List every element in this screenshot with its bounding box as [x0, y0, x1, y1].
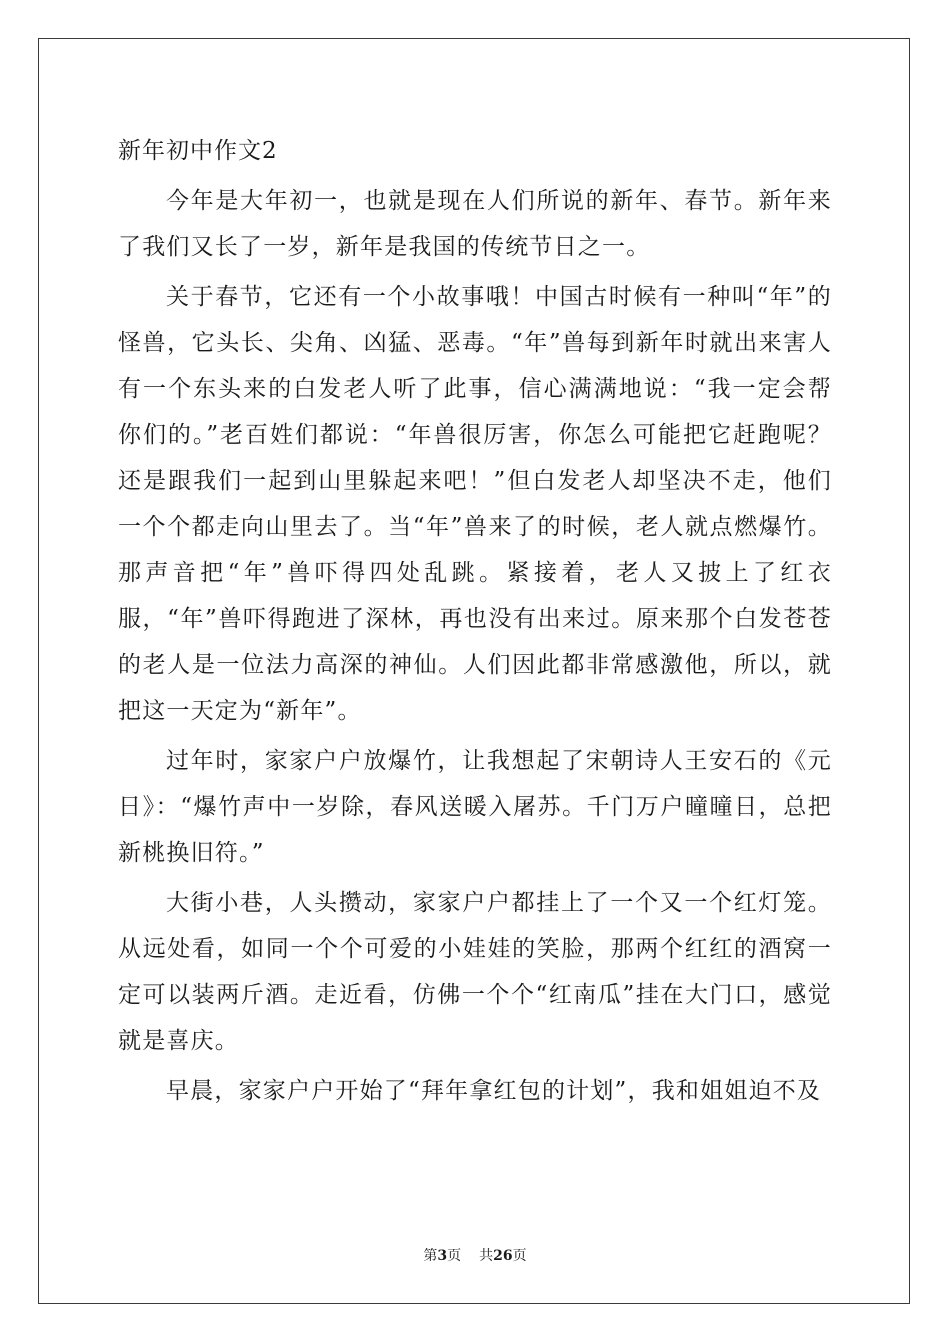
page-footer [0, 1245, 950, 1265]
paragraph-4: 大街小巷，人头攒动，家家户户都挂上了一个又一个红灯笼。从远处看，如同一个个可爱的小娃娃的笑脸，那两个红红的酒窝一定可以装两斤酒。走近看，仿佛一个个“红南瓜”挂在大门口，感觉就是喜庆。 [118, 890, 832, 1054]
total-suffix: 页 [512, 1248, 527, 1264]
current-page-number: 3 [437, 1248, 448, 1264]
paragraph-5: 早晨，家家户户开始了“拜年拿红包的计划”，我和姐姐迫不及 [166, 1078, 822, 1104]
document-title: 新年初中作文2 [118, 138, 278, 164]
total-prefix: 共 [479, 1248, 494, 1264]
total-pages-number: 26 [493, 1248, 513, 1264]
document-body [118, 128, 832, 1118]
page-prefix: 第 [423, 1248, 438, 1264]
paragraph-3: 过年时，家家户户放爆竹，让我想起了宋朝诗人王安石的《元日》：“爆竹声中一岁除，春风送暖入屠苏。千门万户曈曈日，总把新桃换旧符。” [118, 748, 832, 866]
paragraph-2: 关于春节，它还有一个小故事哦！中国古时候有一种叫“年”的怪兽，它头长、尖角、凶猛、恶毒。“年”兽每到新年时就出来害人有一个东头来的白发老人听了此事，信心满满地说：“我一定会帮你们的。”老百姓们都说：“年兽很厉害，你怎么可能把它赶跑呢？还是跟我们一起到山里躲起来吧！”但白发老人却坚决不走，他们一个个都走向山里去了。当“年”兽来了的时候，老人就点燃爆竹。那声音把“年”兽吓得四处乱跳。紧接着，老人又披上了红衣服，“年”兽吓得跑进了深林，再也没有出来过。原来那个白发苍苍的老人是一位法力高深的神仙。人们因此都非常感激他，所以，就把这一天定为“新年”。 [118, 284, 832, 724]
page-suffix: 页 [447, 1248, 462, 1264]
paragraph-1: 今年是大年初一，也就是现在人们所说的新年、春节。新年来了我们又长了一岁，新年是我国的传统节日之一。 [118, 188, 832, 260]
